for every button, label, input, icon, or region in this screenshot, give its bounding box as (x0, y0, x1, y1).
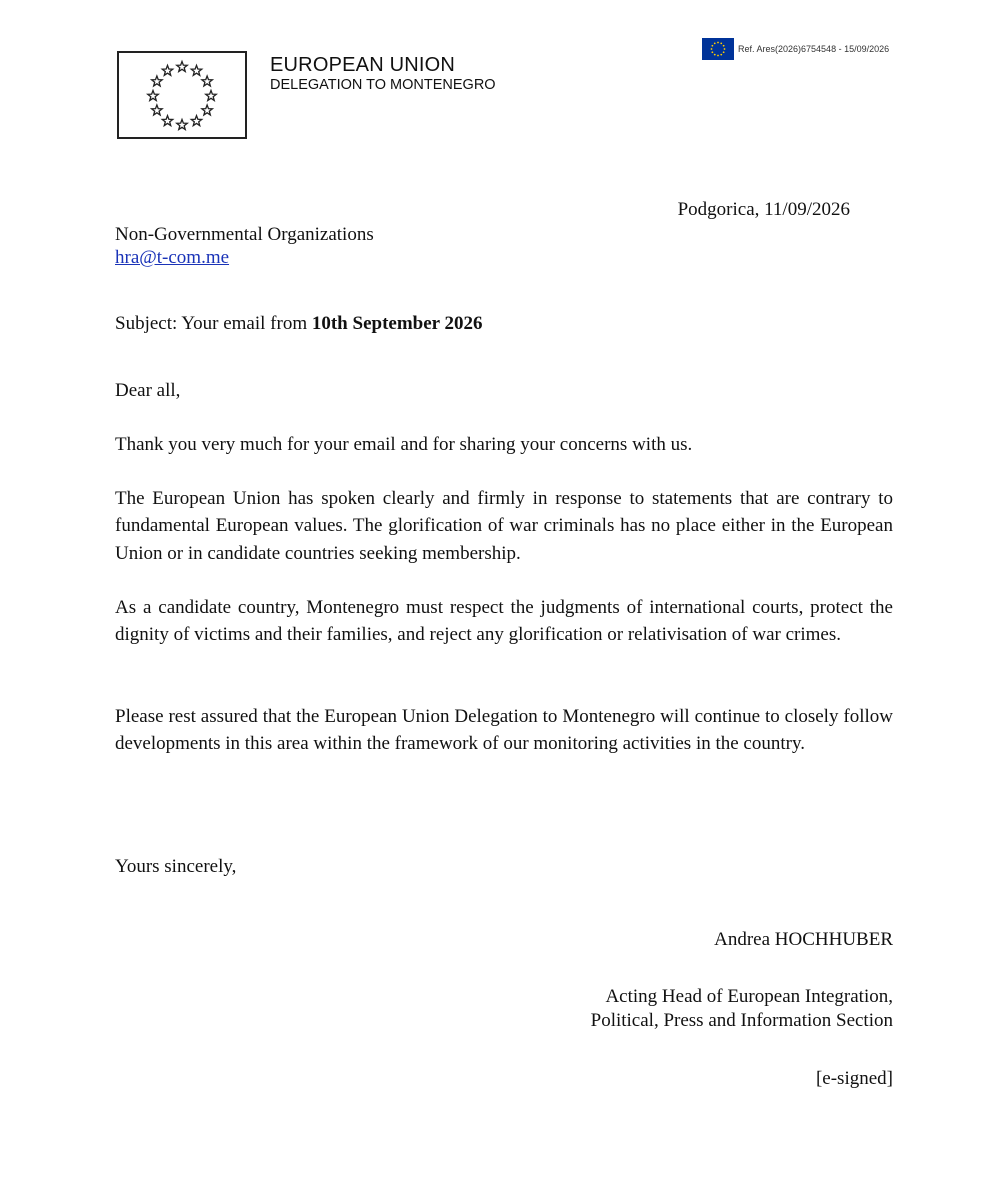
logo-star (177, 120, 187, 130)
signer-title-line-2: Political, Press and Information Section (590, 1010, 893, 1031)
logo-star (152, 105, 162, 115)
flag-star (723, 45, 725, 47)
signer-name: Andrea HOCHHUBER (714, 929, 893, 950)
logo-star (177, 62, 187, 72)
eu-flag-icon (702, 38, 734, 60)
logo-star (162, 65, 172, 75)
addressee-block (115, 223, 374, 269)
body-paragraph-1: Thank you very much for your email and for sharing your concerns with us. (115, 434, 693, 455)
body-paragraph-4: Please rest assured that the European Union Delegation to Montenegro will continue to closely follow developments in this area within the framework of our monitoring activities in the country. (115, 706, 893, 755)
body-paragraph-2: The European Union has spoken clearly and firmly in response to statements that are contrary to fundamental European values. The glorification of war criminals has no place either in the European Union or in candidate countries seeking membership. (115, 488, 893, 564)
flag-star (714, 54, 716, 56)
org-name: EUROPEAN UNION (270, 54, 456, 76)
e-signed-note: [e-signed] (815, 1068, 893, 1089)
place-date: Podgorica, 11/09/2026 (677, 199, 850, 220)
flag-star (717, 55, 719, 57)
logo-star (202, 105, 212, 115)
flag-star (720, 54, 722, 56)
flag-star (714, 42, 716, 44)
logo-star (162, 116, 172, 126)
subject-line (115, 313, 483, 335)
recipient-name: Non-Governmental Organizations (115, 224, 374, 245)
eu-stars-logo-icon (119, 53, 245, 137)
recipient-email-link[interactable]: hra@t-com.me (115, 247, 230, 268)
reference-stamp (702, 38, 889, 60)
flag-star (724, 48, 726, 50)
flag-star (723, 51, 725, 53)
logo-star (206, 91, 216, 101)
logo-star (191, 65, 201, 75)
flag-star (720, 42, 722, 44)
org-block (270, 54, 496, 94)
reference-text: Ref. Ares(2026)6754548 - 15/09/2026 (738, 44, 890, 54)
logo-star (191, 116, 201, 126)
subject-date: 10th September 2026 (311, 313, 483, 334)
subject-prefix: Subject: Your email from (115, 313, 312, 334)
closing: Yours sincerely, (115, 856, 237, 877)
signer-title-line-1: Acting Head of European Integration, (605, 986, 893, 1007)
flag-star (711, 45, 713, 47)
flag-star (711, 51, 713, 53)
body-paragraph-3: As a candidate country, Montenegro must respect the judgments of international courts, protect the dignity of victims and their families, and reject any glorification or relativisation of war crimes. (115, 597, 893, 646)
eu-logo (117, 51, 247, 139)
flag-star (717, 42, 719, 44)
salutation: Dear all, (115, 380, 181, 401)
logo-star (148, 91, 158, 101)
logo-star (152, 76, 162, 86)
flag-star (711, 48, 713, 50)
logo-star (202, 76, 212, 86)
org-subtitle: DELEGATION TO MONTENEGRO (270, 77, 496, 93)
